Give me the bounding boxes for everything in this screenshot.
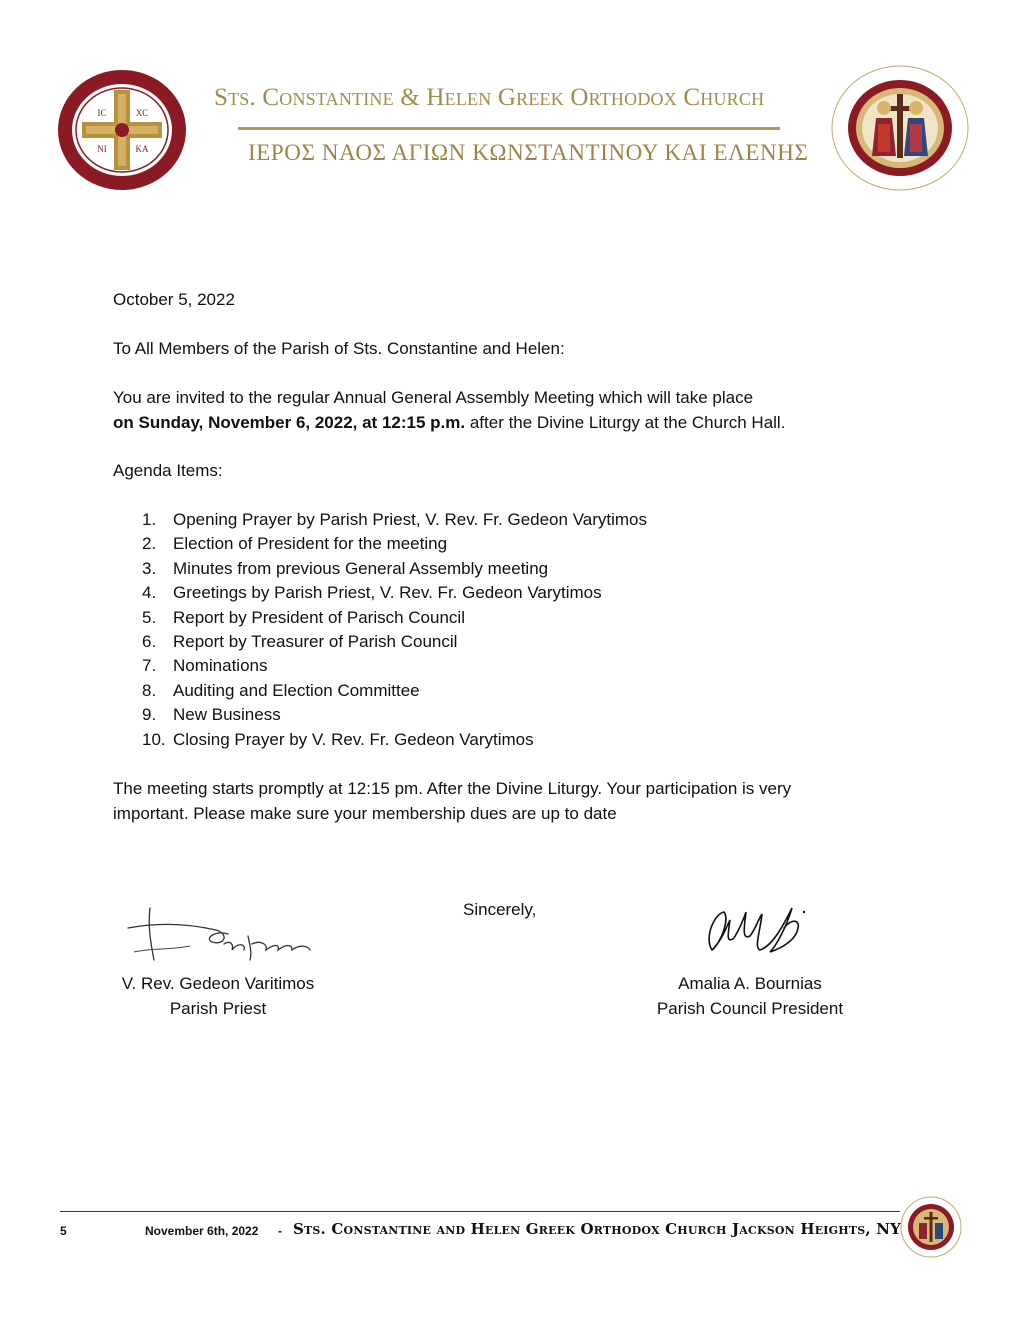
church-name-greek: ΙΕΡΟΣ ΝΑΟΣ ΑΓΙΩΝ ΚΩΝΣΤΑΝΤΙΝΟΥ ΚΑΙ ΕΛΕΝΗΣ [248, 140, 809, 165]
seal-letters-ic: IC [97, 108, 107, 118]
seal-letters-xc: XC [135, 108, 149, 118]
agenda-item-number: 5. [142, 607, 157, 627]
agenda-item [142, 581, 647, 605]
church-name-english: Sts. Constantine & Helen Greek Orthodox Church [214, 84, 765, 111]
invitation-paragraph [113, 386, 785, 435]
agenda-item-text: Auditing and Election Committee [173, 680, 420, 700]
agenda-item-text: Election of President for the meeting [173, 534, 448, 554]
agenda-item-number: 10. [142, 729, 166, 749]
agenda-item-number: 3. [142, 558, 157, 578]
priest-signature [120, 900, 320, 970]
president-signature [700, 898, 815, 968]
agenda-item-text: New Business [173, 705, 281, 725]
invitation-line-1: You are invited to the regular Annual General Assembly Meeting which will take place [113, 388, 754, 407]
president-signature-block [640, 972, 860, 1021]
agenda-item-text: Nominations [173, 656, 268, 676]
letter-salutation: To All Members of the Parish of Sts. Constantine and Helen: [113, 339, 565, 358]
agenda-item-text: Greetings by Parish Priest, V. Rev. Fr. Gedeon Varytimos [173, 583, 602, 603]
agenda-item [142, 508, 647, 532]
agenda-item [142, 630, 647, 654]
agenda-item-number: 2. [142, 534, 157, 554]
footer-separator: - [278, 1224, 282, 1238]
invitation-line-2 [113, 411, 785, 436]
footer-parish-seal-logo [900, 1196, 962, 1258]
header-divider [238, 127, 780, 130]
closing-line-1: The meeting starts promptly at 12:15 pm. After the Divine Liturgy. Your participation is very [113, 779, 792, 798]
priest-signature-block [108, 972, 328, 1021]
page-number: 5 [60, 1224, 67, 1238]
footer-divider [60, 1211, 900, 1212]
priest-title: Parish Priest [169, 998, 267, 1018]
president-name: Amalia A. Bournias [678, 974, 822, 993]
letter-date: October 5, 2022 [113, 290, 235, 309]
seal-letters-ka: KA [135, 144, 149, 154]
agenda-item-text: Report by Treasurer of Parish Council [173, 632, 458, 652]
agenda-item [142, 557, 647, 581]
agenda-item [142, 679, 647, 703]
agenda-item-text: Report by President of Parisch Council [173, 607, 465, 627]
closing-line-2: important. Please make sure your membership dues are up to date [113, 803, 617, 823]
agenda-item-number: 7. [142, 656, 157, 676]
agenda-item-text: Minutes from previous General Assembly meeting [173, 558, 549, 578]
agenda-item-number: 4. [142, 583, 157, 603]
agenda-item-number: 9. [142, 705, 157, 725]
agenda-item-number: 8. [142, 680, 157, 700]
agenda-item [142, 703, 647, 727]
seal-letters-ni: NI [97, 144, 107, 154]
footer-date: November 6th, 2022 [145, 1224, 259, 1238]
archdiocese-seal-logo [56, 68, 188, 192]
footer-church-name: Sts. Constantine and Helen Greek Orthodox Church Jackson Heights, NY [293, 1220, 902, 1238]
agenda-item [142, 606, 647, 630]
agenda-item-text: Closing Prayer by V. Rev. Fr. Gedeon Varytimos [173, 729, 534, 749]
parish-seal-logo [830, 64, 970, 192]
meeting-datetime: on Sunday, November 6, 2022, at 12:15 p.m. [113, 412, 466, 432]
agenda-item-number: 1. [142, 510, 157, 529]
agenda-item-number: 6. [142, 632, 157, 652]
priest-name: V. Rev. Gedeon Varitimos [121, 974, 315, 993]
agenda-item [142, 532, 647, 556]
agenda-list [142, 508, 647, 752]
agenda-label: Agenda Items: [113, 461, 223, 480]
agenda-item-text: Opening Prayer by Parish Priest, V. Rev. Fr. Gedeon Varytimos [173, 510, 647, 529]
president-title: Parish Council President [656, 998, 844, 1018]
agenda-item [142, 728, 647, 752]
invitation-rest: after the Divine Liturgy at the Church Hall. [465, 412, 786, 432]
sincerely-text: Sincerely, [463, 900, 537, 919]
closing-paragraph [113, 777, 791, 826]
agenda-item [142, 654, 647, 678]
